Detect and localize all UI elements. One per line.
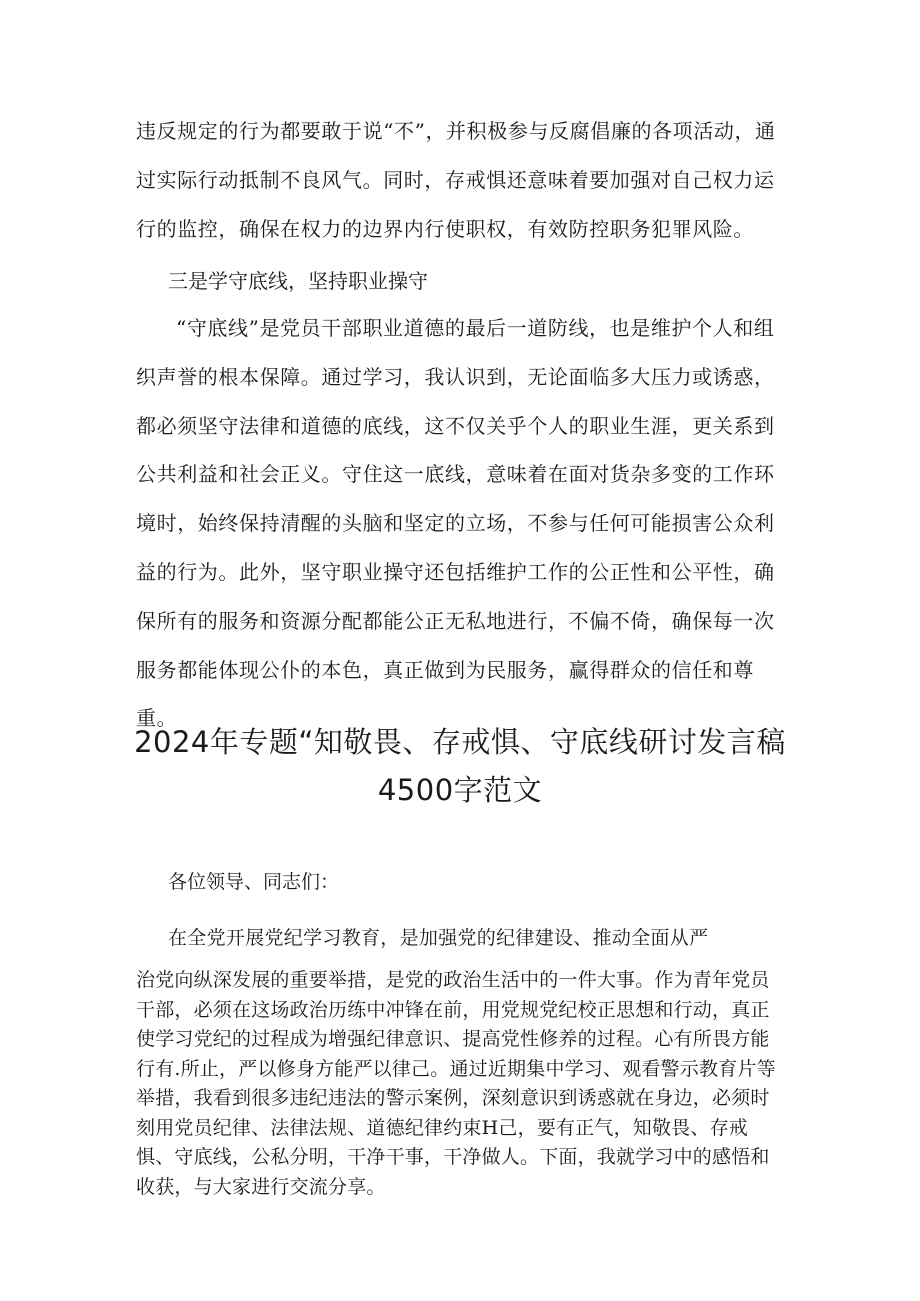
body-paragraph-section-three: “守底线”是党员干部职业道德的最后一道防线，也是维护个人和组织声誉的根本保障。通过学习，我认识到，无论面临多大压力或诱惑，都必须坚守法律和道德的底线，这不仅关乎个人的职业生涯，更关系到公共利益和社会正义。守住这一底线，意味着在面对货杂多变的工作环境时，始终保持清醒的头脑和坚定的立场，不参与任何可能损害公众利益的行为。此外，坚守职业操守还包括维护工作的公正性和公平性，确保所有的服务和资源分配都能公正无私地进行，不偏不倚，确保每一次服务都能体现公仆的本色，真正做到为民服务，赢得群众的信任和尊重。 (136, 316, 775, 731)
body-paragraph-previous-section: 违反规定的行为都要敢于说“不”，并积极参与反腐倡廉的各项活动，通过实际行动抵制不良风气。同时，存戒惧还意味着要加强对自己权力运行的监控，确保在权力的边界内行使职权，有效防控职务犯罪风险。 (136, 119, 776, 241)
intro-paragraph-continuation: 治党向纵深发展的重要举措，是党的政治生活中的一件大事。作为青年党员干部，必须在这场政治历练中冲锋在前，用党规党纪校正思想和行动，真正使学习党纪的过程成为增强纪律意识、提高党性修养的过程。心有所畏方能行有.所止，严以修身方能严以律己。通过近期集中学习、观看警示教育片等举措，我看到很多违纪违法的警示案例，深刻意识到诱惑就在身边，必须时刻用党员纪律、法律法规、道德纪律约束H己，要有正气，知敬畏、存戒惧、守底线，公私分明，干净干事，干净做人。下面，我就学习中的感悟和收获，与大家进行交流分享。 (136, 969, 776, 1198)
greeting-line: 各位领导、同志们： (168, 871, 340, 893)
document-title: 2024年专题“知敬畏、存戒惧、守底线研讨发言稿4500字范文 (134, 725, 786, 807)
intro-paragraph-first-line: 在全党开展党纪学习教育，是加强党的纪律建设、推动全面从严 (168, 927, 709, 949)
section-heading-three: 三是学守底线，坚持职业操守 (168, 269, 428, 293)
